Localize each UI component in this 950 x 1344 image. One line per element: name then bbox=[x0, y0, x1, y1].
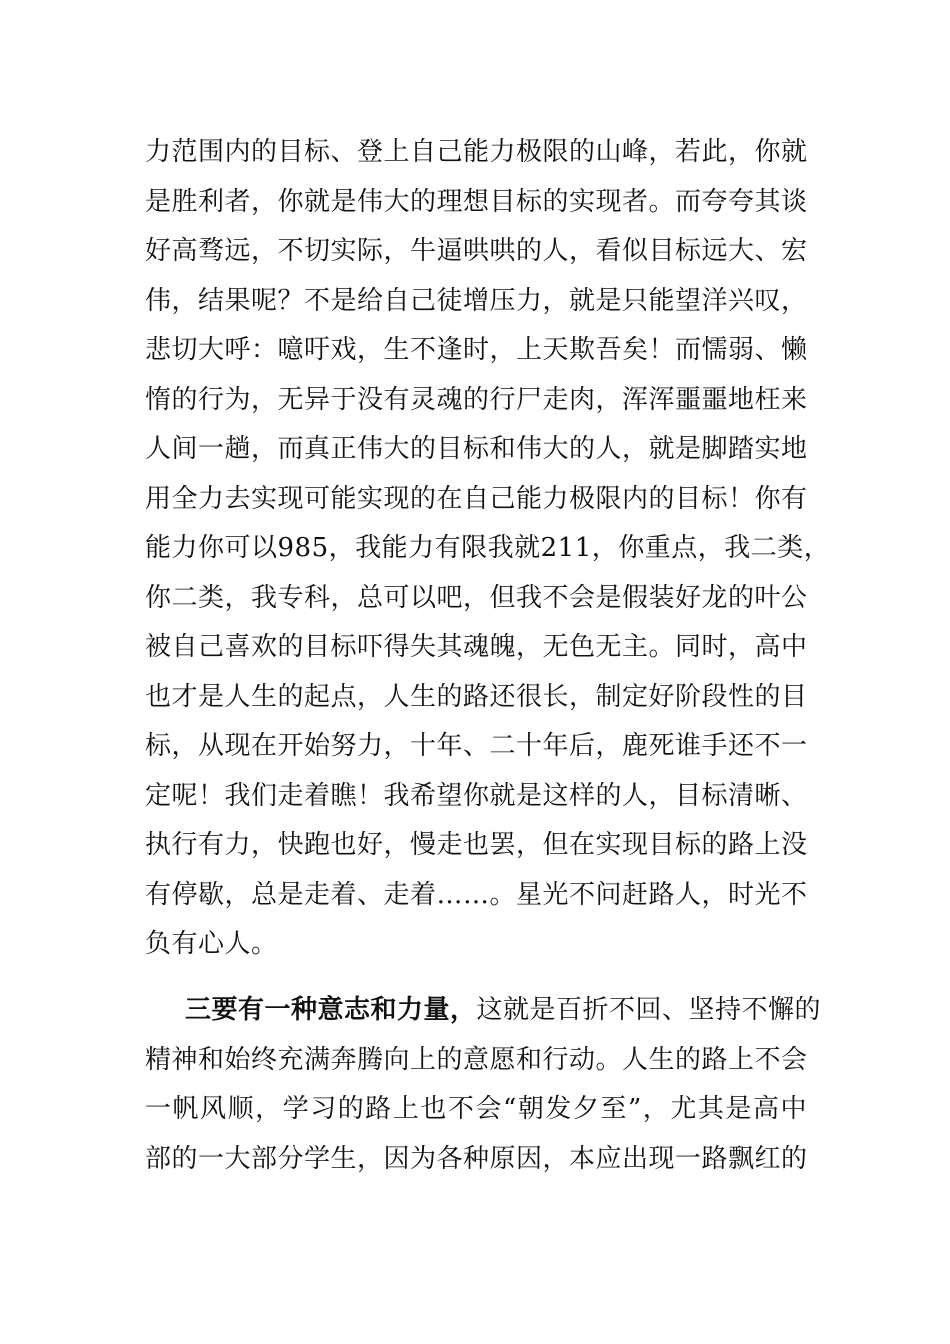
paragraph-first-line bbox=[145, 986, 822, 1036]
paragraph-2 bbox=[145, 986, 822, 1184]
paragraph-line: 伟，结果呢？不是给自己徒增压力，就是只能望洋兴叹， bbox=[145, 285, 808, 316]
bold-heading-lead: 三要有一种意志和力量， bbox=[185, 995, 477, 1025]
paragraph-line: 负有心人。 bbox=[145, 929, 278, 959]
paragraph-line: 是胜利者，你就是伟大的理想目标的实现者。而夸夸其谈 bbox=[145, 186, 808, 217]
paragraph-line: 也才是人生的起点，人生的路还很长，制定好阶段性的目 bbox=[145, 681, 808, 712]
paragraph-line: 悲切大呼：噫吁戏，生不逢时，上天欺吾矣！而懦弱、懒 bbox=[145, 335, 808, 365]
paragraph-line: 能力你可以985，我能力有限我就211，你重点，我二类， bbox=[145, 533, 831, 563]
paragraph-line: 力范围内的目标、登上自己能力极限的山峰，若此，你就 bbox=[145, 137, 808, 167]
paragraph-line: 一帆风顺，学习的路上也不会“朝发夕至”，尤其是高中 bbox=[145, 1094, 807, 1124]
paragraph-line: 好高骛远，不切实际，牛逼哄哄的人，看似目标远大、宏 bbox=[145, 236, 808, 266]
paragraph-line: 惰的行为，无异于没有灵魂的行尸走肉，浑浑噩噩地枉来 bbox=[145, 384, 808, 415]
paragraph-line: 标，从现在开始努力，十年、二十年后，鹿死谁手还不一 bbox=[145, 731, 808, 761]
paragraph-line: 定呢！我们走着瞧！我希望你就是这样的人，目标清晰、 bbox=[145, 780, 808, 811]
paragraph-line: 被自己喜欢的目标吓得失其魂魄，无色无主。同时，高中 bbox=[145, 632, 808, 662]
paragraph-1 bbox=[145, 128, 831, 970]
first-line-text: 这就是百折不回、坚持不懈的 bbox=[476, 995, 822, 1025]
paragraph-line: 人间一趟，而真正伟大的目标和伟大的人，就是脚踏实地 bbox=[145, 434, 808, 464]
paragraph-line: 精神和始终充满奔腾向上的意愿和行动。人生的路上不会 bbox=[145, 1044, 808, 1075]
paragraph-line: 有停歇，总是走着、走着……。星光不问赶路人，时光不 bbox=[145, 879, 808, 910]
paragraph-line: 用全力去实现可能实现的在自己能力极限内的目标！你有 bbox=[145, 483, 808, 514]
paragraph-line: 部的一大部分学生，因为各种原因，本应出现一路飘红的 bbox=[145, 1143, 808, 1174]
paragraph-line: 你二类，我专科，总可以吧，但我不会是假装好龙的叶公 bbox=[145, 582, 808, 613]
paragraph-line: 执行有力，快跑也好，慢走也罢，但在实现目标的路上没 bbox=[145, 830, 808, 860]
